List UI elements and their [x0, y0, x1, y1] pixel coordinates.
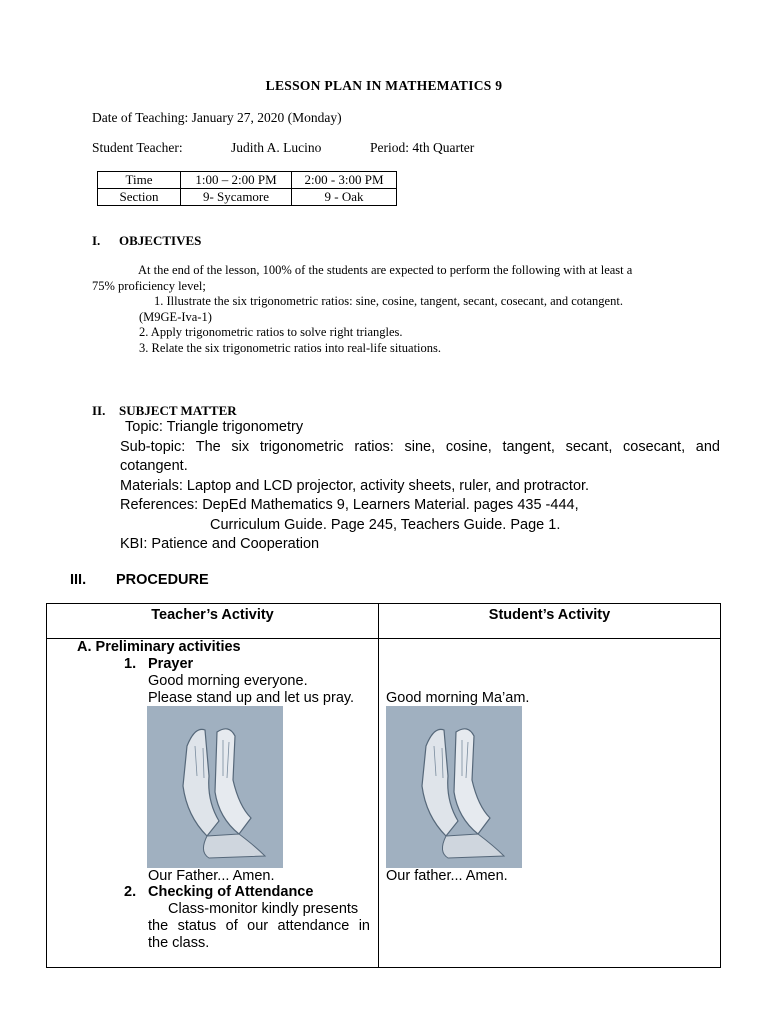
kbi: KBI: Patience and Cooperation — [120, 536, 320, 552]
section-heading: PROCEDURE — [116, 572, 209, 588]
attendance-text: the status of our attendance in — [148, 918, 370, 934]
topic: Topic: Triangle trigonometry — [125, 419, 304, 435]
subject-matter-body — [120, 418, 720, 555]
item-number: 1. — [124, 656, 137, 672]
prayer-heading: Prayer — [148, 656, 194, 672]
teacher-closing-prayer: Our Father... Amen. — [148, 868, 275, 884]
references-cont: Curriculum Guide. Page 245, Teachers Guide. Page 1. — [210, 516, 561, 533]
teacher-activity-header: Teacher’s Activity — [151, 607, 274, 623]
teacher-pray-instruction: Please stand up and let us pray. — [148, 690, 355, 706]
section-heading: SUBJECT MATTER — [119, 403, 237, 418]
objective-item: 1. Illustrate the six trigonometric ratios: sine, cosine, tangent, secant, cosecant, and cotangent. — [154, 294, 623, 308]
section-numeral: II. — [92, 403, 106, 418]
praying-hands-image — [386, 706, 522, 868]
teacher-greeting: Good morning everyone. — [148, 673, 308, 689]
page-title: LESSON PLAN IN MATHEMATICS 9 — [265, 78, 503, 93]
objective-item: 2. Apply trigonometric ratios to solve right triangles. — [139, 325, 403, 339]
table-cell: 2:00 - 3:00 PM — [292, 172, 397, 189]
item-number: 2. — [124, 884, 137, 900]
table-cell: 9- Sycamore — [181, 189, 292, 206]
references: References: DepEd Mathematics 9, Learners Material. pages 435 -444, — [120, 497, 579, 513]
attendance-heading: Checking of Attendance — [148, 884, 314, 900]
subtopic: Sub-topic: The six trigonometric ratios: sine, cosine, tangent, secant, cosecant, and — [120, 438, 720, 455]
objective-item: 3. Relate the six trigonometric ratios into real-life situations. — [139, 340, 442, 355]
schedule-table — [97, 171, 397, 206]
student-greeting: Good morning Ma’am. — [386, 690, 530, 706]
section-heading: OBJECTIVES — [119, 233, 202, 248]
section-numeral: I. — [92, 233, 101, 248]
objective-item: (M9GE-Iva-1) — [139, 309, 212, 324]
materials: Materials: Laptop and LCD projector, activity sheets, ruler, and protractor. — [120, 477, 590, 494]
student-activity-header: Student’s Activity — [488, 607, 611, 623]
table-cell: Time — [98, 172, 181, 189]
table-cell: 9 - Oak — [292, 189, 397, 206]
section-numeral: III. — [70, 572, 87, 588]
table-row — [98, 172, 397, 189]
date-of-teaching: Date of Teaching: January 27, 2020 (Monday) — [92, 110, 342, 125]
subtopic-cont: cotangent. — [120, 458, 188, 474]
attendance-text: Class-monitor kindly presents — [168, 901, 359, 917]
student-teacher-label: Student Teacher: — [92, 140, 183, 155]
objectives-intro: 75% proficiency level; — [92, 278, 206, 293]
procedure-table — [46, 603, 721, 968]
objectives-body — [92, 263, 712, 356]
attendance-text: the class. — [148, 935, 210, 951]
period: Period: 4th Quarter — [370, 140, 475, 155]
praying-hands-image — [147, 706, 283, 868]
student-teacher-name: Judith A. Lucino — [231, 140, 322, 155]
table-cell: Section — [98, 189, 181, 206]
table-row — [98, 189, 397, 206]
table-cell: 1:00 – 2:00 PM — [181, 172, 292, 189]
student-closing-prayer: Our father... Amen. — [386, 868, 508, 884]
objectives-intro: At the end of the lesson, 100% of the students are expected to perform the following with at least a — [138, 263, 633, 277]
column-divider — [378, 604, 379, 967]
preliminary-activities-heading: A. Preliminary activities — [77, 639, 241, 655]
